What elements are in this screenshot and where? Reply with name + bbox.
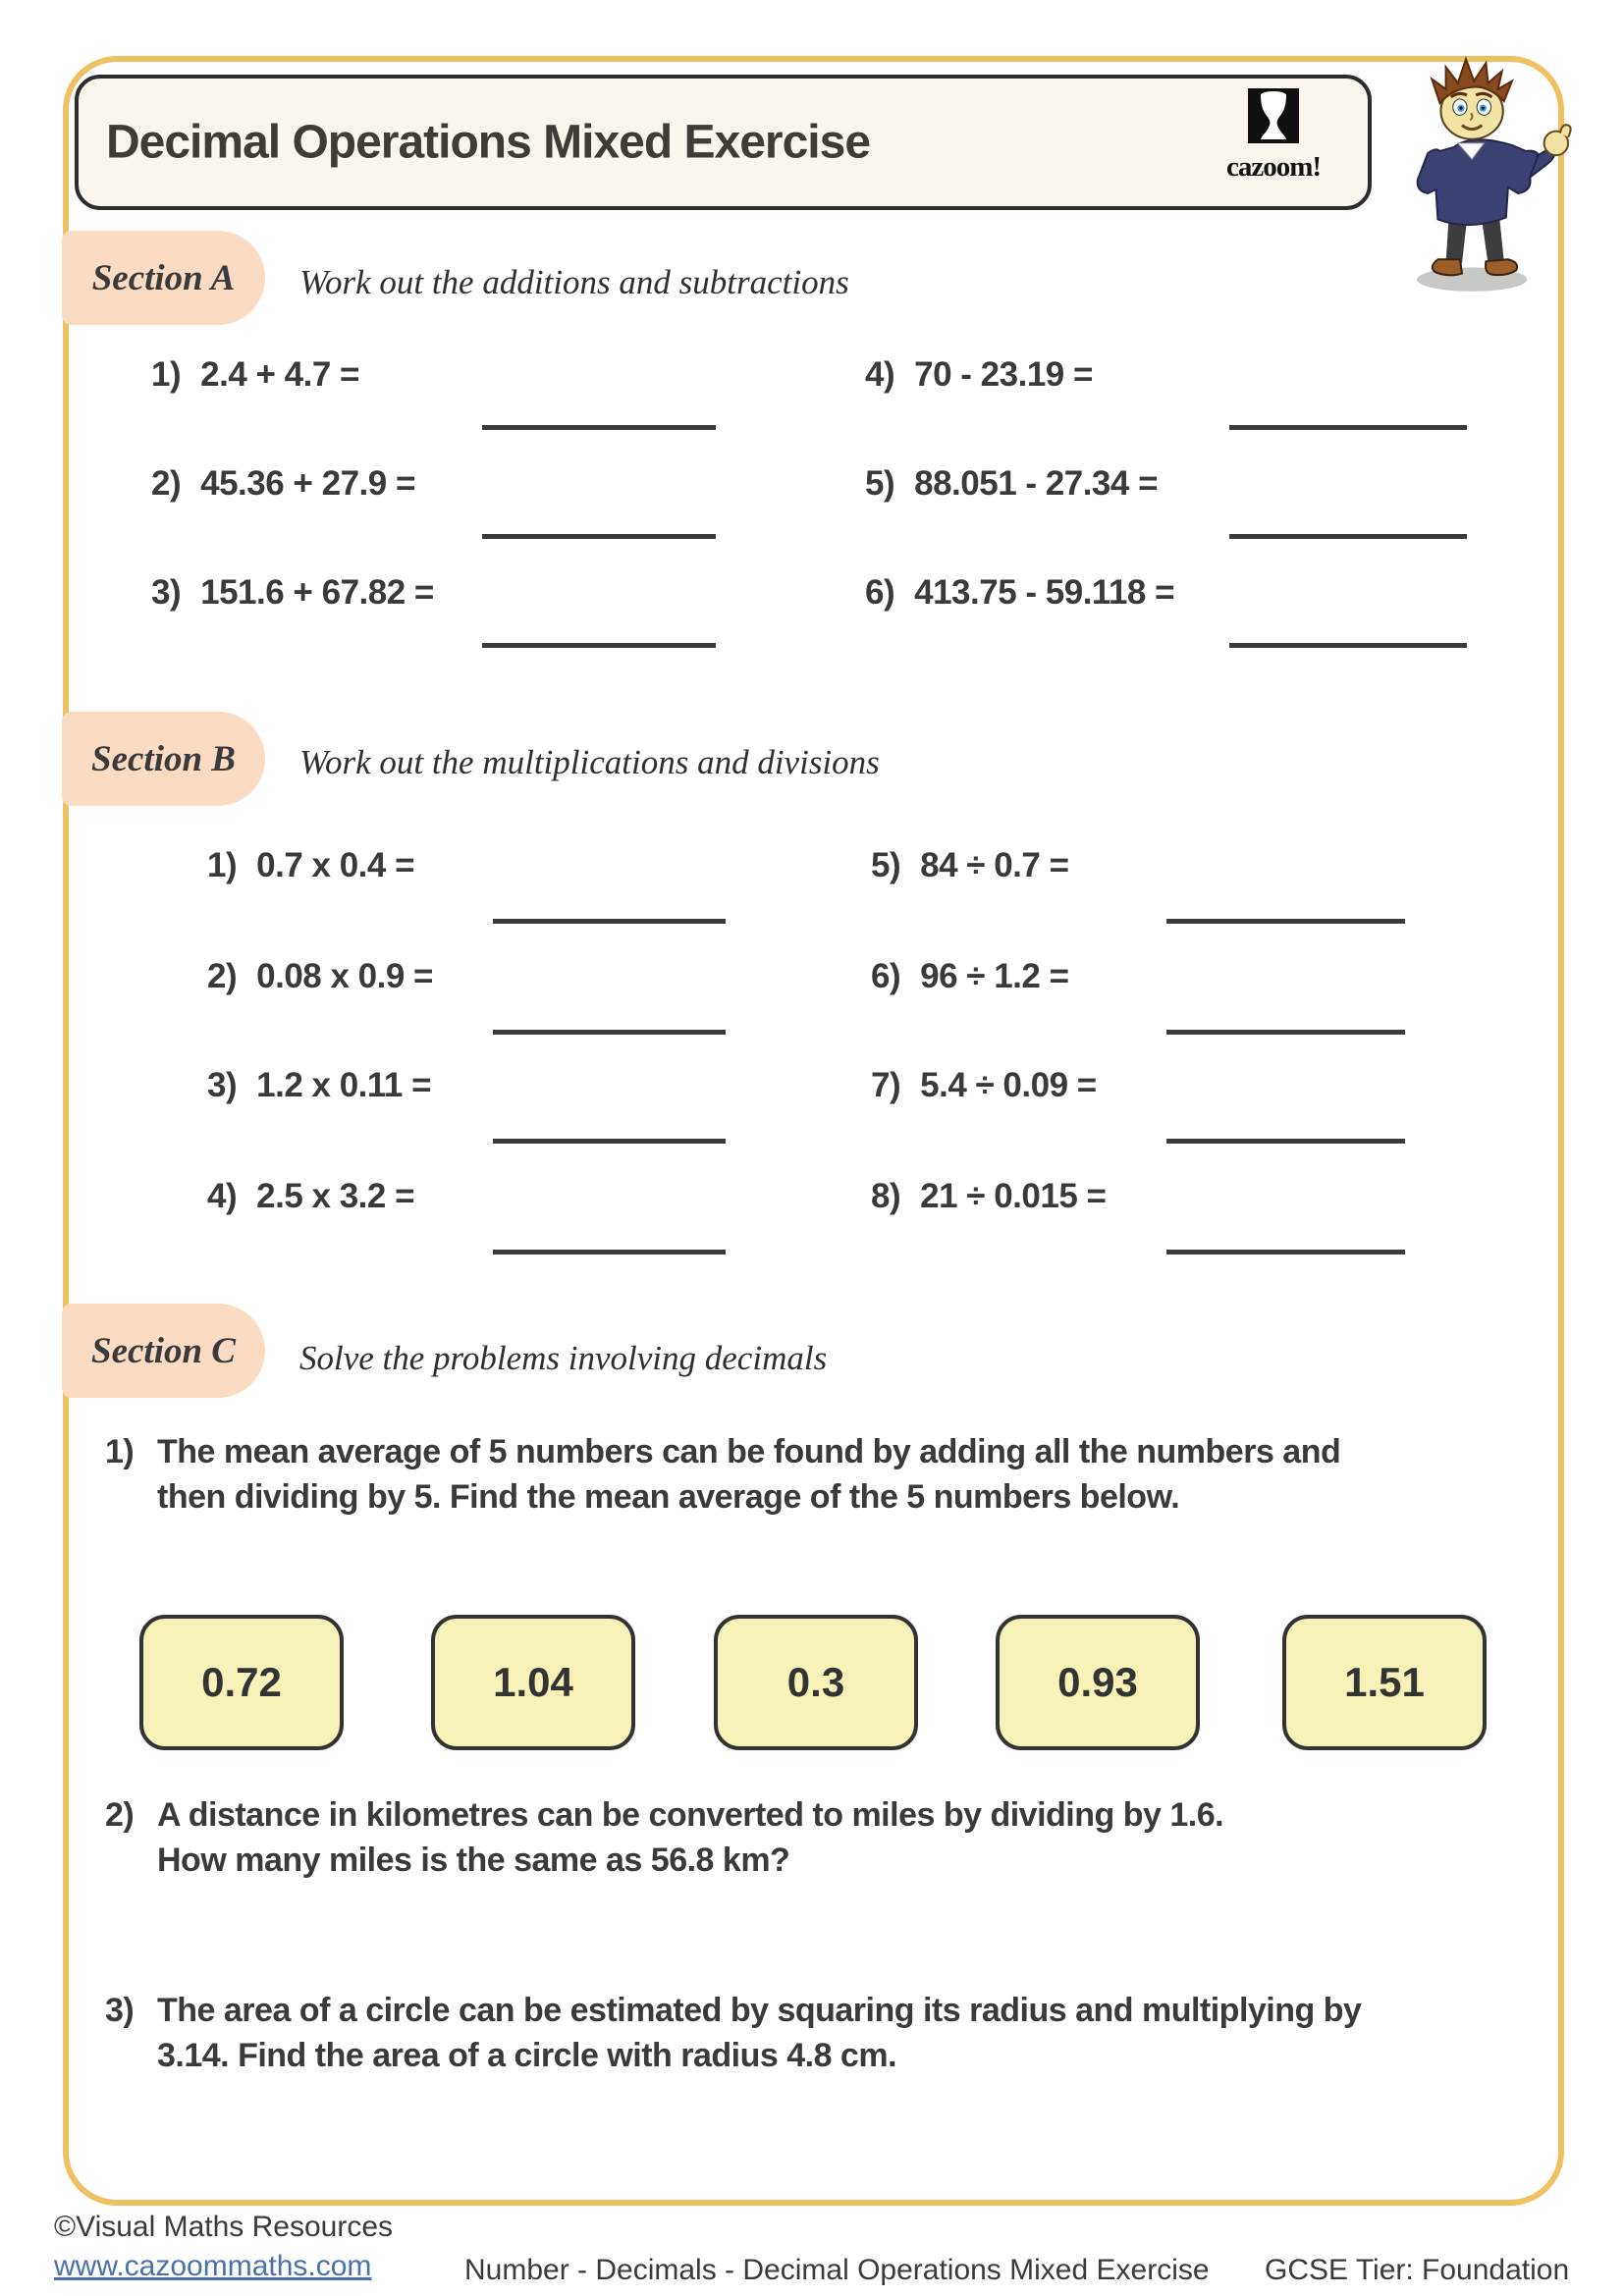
problem-c3: 3) The area of a circle can be estimated by squaring its radius and multiplying by 3.14. Find the area of a circle with radius 4.8 cm. — [105, 1992, 1362, 2074]
cazoom-hourglass-icon — [1245, 88, 1302, 153]
problem-a4: 4) 70 - 23.19 = — [865, 355, 1093, 394]
problem-b4: 4) 2.5 x 3.2 = — [207, 1177, 415, 1215]
answer-line-a5 — [1229, 534, 1467, 539]
answer-line-b6 — [1166, 1030, 1405, 1035]
footer-topic-path: Number - Decimals - Decimal Operations Mixed Exercise — [464, 2254, 1210, 2286]
page-title: Decimal Operations Mixed Exercise — [106, 116, 871, 169]
footer-website-link[interactable]: www.cazoommaths.com — [54, 2250, 372, 2282]
answer-line-b8 — [1166, 1250, 1405, 1255]
problem-c1: 1) The mean average of 5 numbers can be found by adding all the numbers and then dividing by 5. Find the mean average of the 5 numbers below. — [105, 1433, 1341, 1516]
cazoom-logo-text: cazoom! — [1225, 151, 1322, 183]
problem-a5: 5) 88.051 - 27.34 = — [865, 464, 1159, 503]
answer-line-b1 — [493, 919, 726, 924]
title-box — [75, 75, 1372, 210]
section-a-label: Section A — [62, 231, 265, 325]
number-card-5: 1.51 — [1282, 1615, 1487, 1750]
mascot-boy-illustration — [1380, 51, 1600, 296]
problem-b3: 3) 1.2 x 0.11 = — [207, 1066, 432, 1104]
answer-line-a2 — [482, 534, 716, 539]
answer-line-b3 — [493, 1139, 726, 1144]
number-card-2: 1.04 — [431, 1615, 635, 1750]
section-a-instruction: Work out the additions and subtractions — [299, 263, 849, 301]
section-c-label: Section C — [62, 1304, 265, 1398]
answer-line-a4 — [1229, 425, 1467, 430]
number-card-1: 0.72 — [139, 1615, 344, 1750]
problem-a3: 3) 151.6 + 67.82 = — [151, 573, 434, 612]
problem-a2: 2) 45.36 + 27.9 = — [151, 464, 415, 503]
answer-line-b4 — [493, 1250, 726, 1255]
problem-c2: 2) A distance in kilometres can be converted to miles by dividing by 1.6. How many miles is the same as 56.8 km? — [105, 1796, 1224, 1879]
problem-b5: 5) 84 ÷ 0.7 = — [871, 846, 1069, 884]
section-b-label: Section B — [62, 712, 265, 806]
problem-b7: 7) 5.4 ÷ 0.09 = — [871, 1066, 1097, 1104]
answer-line-b7 — [1166, 1139, 1405, 1144]
problem-b8: 8) 21 ÷ 0.015 = — [871, 1177, 1107, 1215]
problem-b6: 6) 96 ÷ 1.2 = — [871, 957, 1069, 995]
answer-line-a6 — [1229, 643, 1467, 648]
cazoom-logo — [1215, 88, 1332, 198]
number-card-3: 0.3 — [714, 1615, 918, 1750]
problem-a6: 6) 413.75 - 59.118 = — [865, 573, 1175, 612]
problem-b1: 1) 0.7 x 0.4 = — [207, 846, 415, 884]
answer-line-a3 — [482, 643, 716, 648]
footer-copyright: ©Visual Maths Resources — [54, 2211, 394, 2243]
problem-a1: 1) 2.4 + 4.7 = — [151, 355, 359, 394]
number-card-4: 0.93 — [996, 1615, 1200, 1750]
answer-line-b2 — [493, 1030, 726, 1035]
answer-line-a1 — [482, 425, 716, 430]
section-b-instruction: Work out the multiplications and divisions — [299, 743, 880, 781]
answer-line-b5 — [1166, 919, 1405, 924]
footer-gcse-tier: GCSE Tier: Foundation — [1265, 2254, 1570, 2286]
problem-b2: 2) 0.08 x 0.9 = — [207, 957, 433, 995]
section-c-instruction: Solve the problems involving decimals — [299, 1339, 828, 1377]
